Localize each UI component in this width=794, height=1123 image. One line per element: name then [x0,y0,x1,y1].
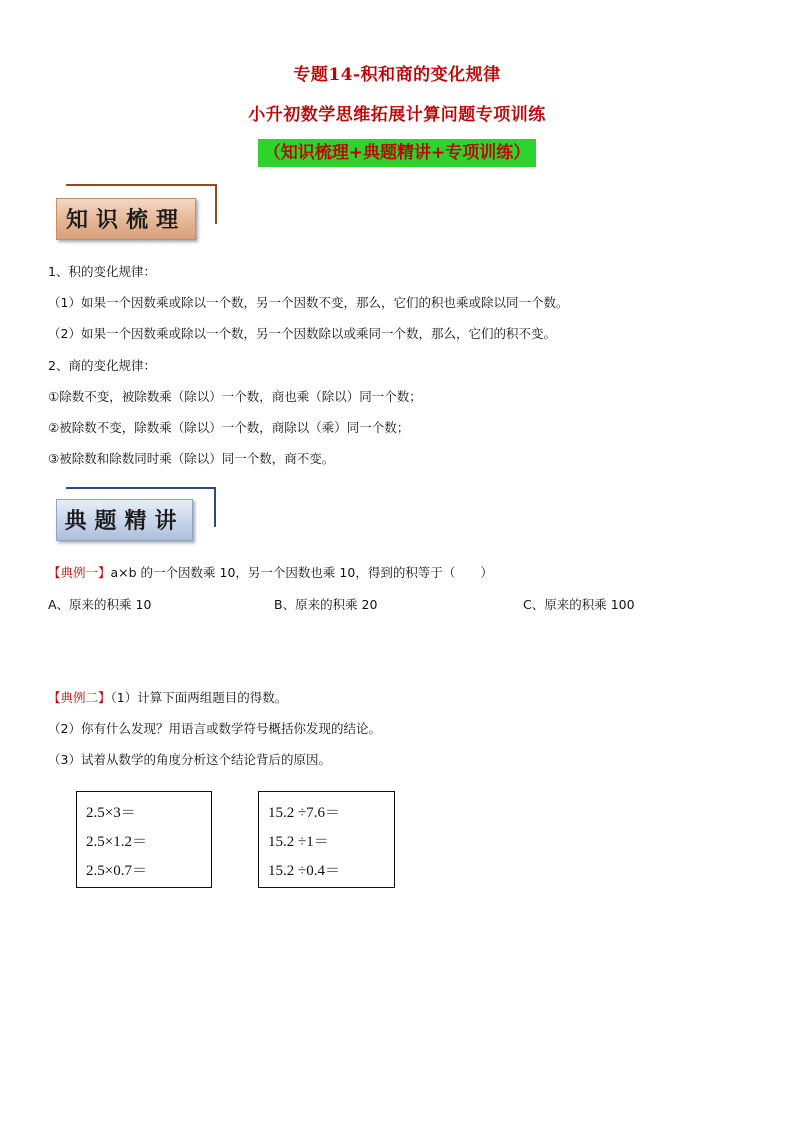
document-title: 专题14-积和商的变化规律 [293,65,501,85]
example2-q3: （3）试着从数学的角度分析这个结论背后的原因。 [48,752,331,767]
multiplication-item: 2.5×3＝ [86,805,136,821]
example1-option-a: A、原来的积乘 10 [48,597,152,612]
example2-q2: （2）你有什么发现？用语言或数学符号概括你发现的结论。 [48,721,381,736]
multiplication-item: 2.5×0.7＝ [86,863,147,879]
example1-option-c: C、原来的积乘 100 [523,597,635,612]
division-item: 15.2 ÷1＝ [268,834,329,850]
division-group-box [258,791,395,888]
example2-part1 [48,689,287,707]
division-item: 15.2 ÷7.6＝ [268,805,340,821]
example1-text: a×b 的一个因数乘 10，另一个因数也乘 10，得到的积等于（ ） [110,565,493,580]
banner-label: 典题精讲 [56,499,193,541]
multiplication-group-box [76,791,212,888]
example1-option-b: B、原来的积乘 20 [274,597,378,612]
rule-heading-quotient: 2、商的变化规律： [48,358,156,373]
division-item: 15.2 ÷0.4＝ [268,863,340,879]
banner-label: 知识梳理 [56,198,196,240]
rule-quotient-3: ③被除数和除数同时乘（除以）同一个数，商不变。 [48,451,335,466]
rule-heading-product: 1、积的变化规律： [48,264,156,279]
document-subtitle: 小升初数学思维拓展计算问题专项训练 [248,105,546,125]
example1-tag: 【典例一】 [48,565,111,580]
multiplication-item: 2.5×1.2＝ [86,834,147,850]
rule-product-2: （2）如果一个因数乘或除以一个数，另一个因数除以或乘同一个数，那么，它们的积不变。 [48,326,556,341]
rule-quotient-1: ①除数不变，被除数乘（除以）一个数，商也乘（除以）同一个数； [48,389,422,404]
highlighted-subtitle: （知识梳理+典题精讲+专项训练） [258,139,537,167]
example2-tag: 【典例二】 [48,690,111,705]
rule-quotient-2: ②被除数不变，除数乘（除以）一个数，商除以（乘）同一个数； [48,420,410,435]
rule-product-1: （1）如果一个因数乘或除以一个数，另一个因数不变，那么，它们的积也乘或除以同一个数。 [48,295,569,310]
example1-question [48,564,493,582]
subtitle-highlight-row [0,139,794,167]
example2-q1: （1）计算下面两组题目的得数。 [110,690,288,705]
